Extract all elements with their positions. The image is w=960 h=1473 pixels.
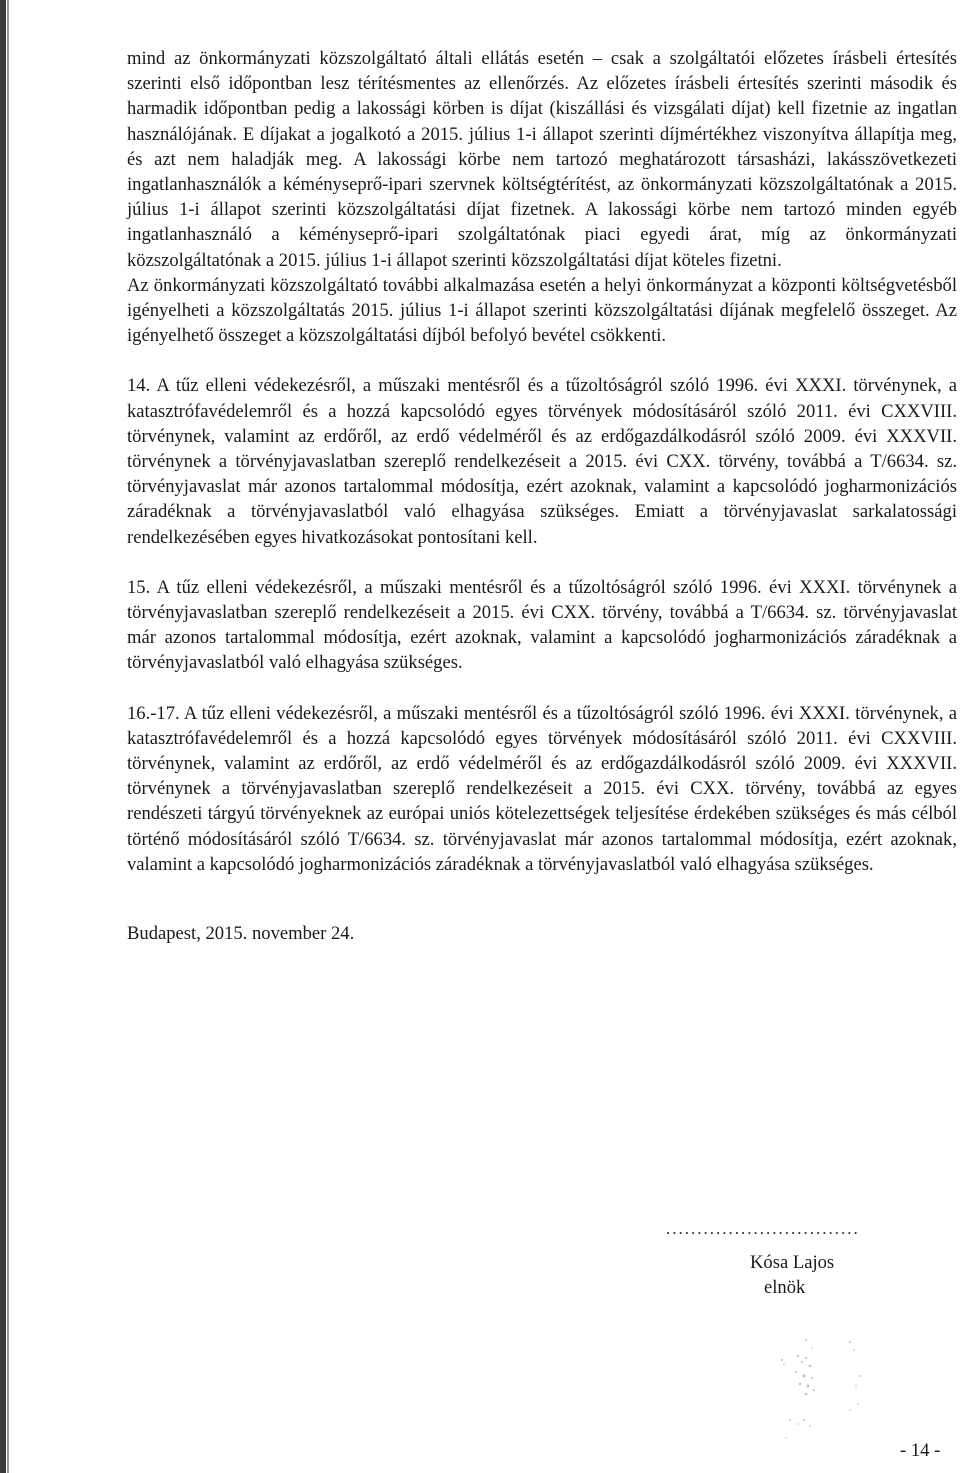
paragraph-item-15: 15. A tűz elleni védekezésről, a műszaki mentésről és a tűzoltóságról szóló 1996. évi XXXI. törvénynek a törvényjavaslatban szereplő rendelkezéseit a 2015. évi CXX. törvény, továbbá a T/6634. sz. törvényjavaslat már azonos tartalommal módosítja, ezért azoknak, valamint a kapcsolódó jogharmonizációs záradéknak a törvényjavaslatból való elhagyása szükséges. xyxy=(127,576,957,674)
page-number: - 14 - xyxy=(900,1440,941,1461)
faint-stamp-mark xyxy=(720,1320,880,1460)
paragraph-item-16-17: 16.-17. A tűz elleni védekezésről, a műszaki mentésről és a tűzoltóságról szóló 1996. évi XXXI. törvénynek, a katasztrófavédelemről és a hozzá kapcsolódó egyes törvények módosításáról szóló 2011. évi CXXVIII. törvénynek, valamint az erdőről, az erdő védelméről és az erdőgazdálkodásról szóló 2009. évi XXXVII. törvénynek a törvényjavaslatban szereplő rendelkezéseit a 2015. évi CXX. törvény, továbbá az egyes rendészeti tárgyú törvényeknek az európai uniós kötelezettségek teljesítése érdekében szükséges és más célból történő módosításáról szóló T/6634. sz. törvényjavaslat már azonos tartalommal módosítja, ezért azoknak, valamint a kapcsolódó jogharmonizációs záradéknak a törvényjavaslatból való elhagyása szükséges. xyxy=(127,702,957,875)
signature-line: ............................... xyxy=(666,1219,860,1238)
signatory-name: Kósa Lajos xyxy=(750,1252,835,1273)
signatory-title: elnök xyxy=(764,1277,806,1298)
place-date: Budapest, 2015. november 24. xyxy=(127,923,355,945)
paragraph-item-14: 14. A tűz elleni védekezésről, a műszaki mentésről és a tűzoltóságról szóló 1996. évi XXXI. törvénynek, a katasztrófavédelemről és a hozzá kapcsolódó egyes törvények módosításáról szóló 2011. évi CXXVIII. törvénynek, valamint az erdőről, az erdő védelméről és az erdőgazdálkodásról szóló 2009. évi XXXVII. törvénynek a törvényjavaslatban szereplő rendelkezéseit a 2015. évi CXX. törvény, továbbá a T/6634. sz. törvényjavaslat már azonos tartalommal módosítja, ezért azoknak, valamint a kapcsolódó jogharmonizációs záradéknak a törvényjavaslatból való elhagyása szükséges. Emiatt a törvényjavaslat sarkalatossági rendelkezésében egyes hivatkozásokat pontosítani kell. xyxy=(127,375,957,548)
paragraph-funding: Az önkormányzati közszolgáltató további alkalmazása esetén a helyi önkormányzat a központi költségvetésből igényelheti a közszolgáltatás 2015. július 1-i állapot szerinti közszolgáltatási díjának megfelelő összeget. Az igényelhető összeget a közszolgáltatási díjból befolyó bevétel csökkenti. xyxy=(127,274,957,347)
page-edge-line xyxy=(7,0,9,1473)
document-body xyxy=(127,46,957,946)
paragraph-continuation: mind az önkormányzati közszolgáltató általi ellátás esetén – csak a szolgáltatói előzetes írásbeli értesítés szerinti első időpontban lesz térítésmentes az ellenőrzés. Az előzetes írásbeli értesítés szerinti második és harmadik időpontban pedig a lakossági körben is díjat (kiszállási és vizsgálati díjat) kell fizetnie az ingatlan használójának. E díjakat a jogalkotó a 2015. július 1-i állapot szerinti díjmértékhez viszonyítva állapítja meg, és azt nem haladják meg. A lakossági körbe nem tartozó meghatározott társasházi, lakásszövetkezeti ingatlanhasználók a kéményseprő-ipari szervnek költségtérítést, az önkormányzati közszolgáltatónak a 2015. július 1-i állapot szerinti közszolgáltatási díjat fizetnek. A lakossági körbe nem tartozó minden egyéb ingatlanhasználó a kéményseprő-ipari szolgáltatónak piaci egyedi árat, míg az önkormányzati közszolgáltatónak a 2015. július 1-i állapot szerinti közszolgáltatási díjat köteles fizetni. xyxy=(127,48,957,271)
signature-block xyxy=(666,1219,926,1298)
page-edge-shadow xyxy=(0,0,6,1473)
